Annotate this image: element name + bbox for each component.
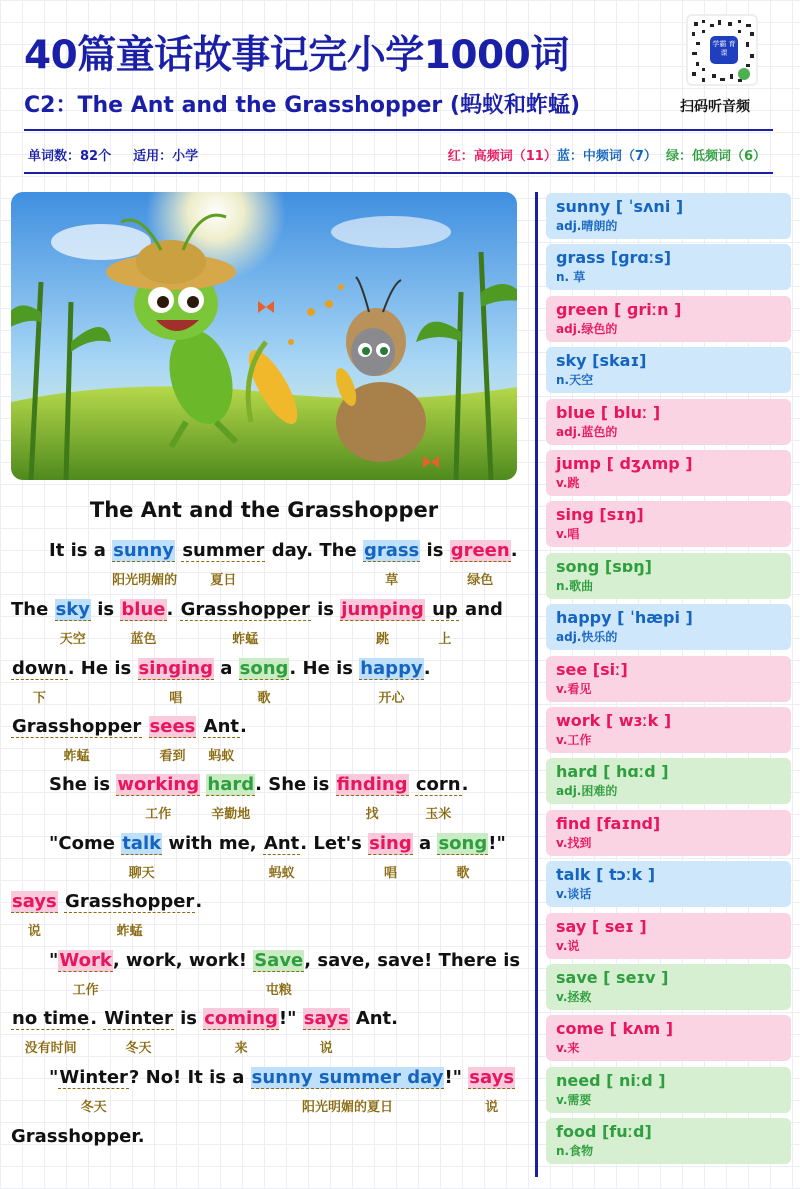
story-text-segment: with me, [162,833,263,854]
story-word [415,774,462,822]
word-gloss: 说 [319,1041,333,1056]
word-gloss: 跳 [376,632,390,647]
vocab-card[interactable] [546,244,791,290]
vocab-card[interactable] [546,656,791,702]
story-word [121,833,162,881]
word-gloss: 找 [365,807,379,822]
legend-blue: 蓝：中频词（7） [556,149,657,164]
story-word [180,599,311,647]
word-gloss: 说 [485,1100,499,1115]
word-gloss: 辛勤地 [211,807,251,822]
word-gloss: 没有时间 [24,1041,77,1056]
story-line [11,658,431,706]
vocab-meaning: v.谈话 [556,887,592,902]
vocab-card[interactable] [546,861,791,907]
story-illustration [11,192,517,480]
vocab-card[interactable] [546,810,791,856]
story-text-segment: She is [49,774,117,795]
story-line [11,774,469,822]
story-line [11,716,247,764]
vocab-card[interactable] [546,1118,791,1164]
vocab-meaning: v.说 [556,938,580,953]
vocab-word: sing [sɪŋ] [556,505,644,525]
story-word [11,658,68,706]
word-text: happy [360,658,423,679]
word-gloss: 天空 [59,632,86,647]
word-text: grass [363,540,420,561]
vocab-meaning: v.来 [556,1041,580,1056]
story-word [431,599,459,647]
story-word [58,1067,129,1115]
word-gloss: 蚂蚁 [268,866,295,881]
story-word [253,950,304,998]
word-text: talk [122,833,162,854]
vocab-card[interactable] [546,604,791,650]
story-line [11,833,506,881]
story-line [11,1126,145,1150]
story-word [58,950,112,998]
word-text: hard [207,774,255,795]
story-line [11,950,521,998]
story-text-segment: !" [444,1067,469,1088]
word-gloss: 来 [234,1041,248,1056]
page-subtitle: C2：The Ant and the Grasshopper (蚂蚁和蚱蜢) [24,93,580,118]
word-gloss: 蚱蜢 [63,749,90,764]
vocab-word: talk [ tɔːk ] [556,865,656,885]
vocab-word: say [ seɪ ] [556,916,647,936]
vocab-word: see [siː] [556,659,628,679]
qr-logo: 学霸 育课 [710,36,738,64]
word-text: no time [12,1008,90,1029]
vocab-meaning: n.食物 [556,1144,594,1159]
vocab-word: save [ seɪv ] [556,968,669,987]
word-gloss: 歌 [456,866,470,881]
header-rule-top [24,129,773,131]
story-word [363,540,420,588]
story-word [181,540,265,588]
word-text: Winter [59,1067,128,1088]
qr-label: 扫码听音频 [680,99,750,115]
legend-red: 红：高频词（11） [447,149,557,164]
vocab-meaning: v.找到 [556,835,592,850]
story-word [11,891,58,939]
word-text: green [450,540,510,561]
vocab-card[interactable] [546,501,791,547]
vocab-card[interactable] [546,450,791,496]
story-word [450,540,511,588]
story-line [11,891,203,939]
word-gloss: 阳光明媚的夏日 [302,1100,394,1115]
word-text: jumping [341,599,424,620]
vocab-word: work [ wɜːk ] [556,711,672,730]
vocab-meaning: adj.绿色的 [556,321,618,336]
vocab-meaning: n.天空 [556,373,594,388]
page-title: 40篇童话故事记完小学1000词 [24,33,569,78]
word-text: corn [415,774,461,795]
story-text-segment: . Let's [300,833,369,854]
word-gloss: 夏日 [210,573,237,588]
word-gloss: 蓝色 [130,632,157,647]
story-word [263,833,300,881]
vocab-meaning: v.跳 [556,476,580,490]
word-text: says [469,1067,515,1088]
legend-green: 绿：低频词（6） [665,149,766,164]
vocab-meaning: v.需要 [556,1092,592,1107]
qr-code-icon[interactable] [686,14,758,86]
vocab-card[interactable] [546,347,791,393]
word-gloss: 上 [438,632,452,647]
story-text-segment: . He is [289,658,360,679]
word-text: Grasshopper [180,599,310,620]
word-gloss: 开心 [378,691,405,706]
story-word [336,774,409,822]
word-gloss: 工作 [145,807,172,822]
story-text-segment: . [195,891,203,912]
story-line [11,1067,515,1115]
vocab-word: grass [ɡrɑːs] [556,248,672,268]
vocab-word: happy [ ˈhæpi ] [556,608,693,628]
story-word [11,716,142,764]
story-text-segment: is [173,1008,204,1029]
vocab-word: green [ ɡriːn ] [556,299,682,319]
word-info [28,145,220,164]
word-gloss: 看到 [159,749,186,764]
word-text: song [438,833,488,854]
vocab-card[interactable] [546,758,791,804]
word-gloss: 工作 [72,983,99,998]
vocab-meaning: v.工作 [556,733,592,747]
word-gloss: 说 [27,924,41,939]
vocab-card[interactable] [546,553,791,599]
story-line [11,1008,399,1056]
word-text: up [432,599,458,620]
vocab-card[interactable] [546,1067,791,1113]
word-text: says [303,1008,349,1029]
word-text: Grasshopper [65,891,195,912]
story-word [11,1008,90,1056]
word-count: 单词数：82个 [28,149,112,164]
story-text-segment: Ant. [349,1008,399,1029]
story-text-segment: . [166,599,180,620]
word-gloss: 阳光明媚的 [112,573,178,588]
word-text: song [239,658,289,679]
story-text-segment: . She is [255,774,336,795]
story-text-segment: ? No! It is a [128,1067,251,1088]
vocab-word: hard [ hɑːd ] [556,762,669,782]
story-word [303,1008,350,1056]
vocab-meaning: adj.晴朗的 [556,219,618,233]
story-text-segment: a [213,658,239,679]
story-word [468,1067,515,1115]
story-word [340,599,425,647]
story-line [11,599,503,647]
word-text: sees [149,716,196,737]
story-text-segment: is [310,599,341,620]
word-text: sunny summer day [251,1067,444,1088]
column-divider [535,192,538,1177]
vocab-card[interactable] [546,193,791,239]
vocab-meaning: adj.困难的 [556,784,618,799]
story-word [55,599,91,647]
story-text-segment: . [90,1008,104,1029]
story-text-segment: " [49,1067,59,1088]
story-text-segment: It is a [49,540,113,561]
story-text-segment: . [510,540,518,561]
word-gloss: 玉米 [425,807,452,822]
story-word [251,1067,445,1115]
story-text-segment: and [458,599,503,620]
word-text: Save [254,950,304,971]
story-text-segment: is [420,540,450,561]
vocab-card[interactable] [546,707,791,753]
vocab-word: find [faɪnd] [556,813,661,833]
word-text: working [117,774,200,795]
word-gloss: 冬天 [125,1041,152,1056]
vocab-word: sunny [ ˈsʌni ] [556,197,684,216]
word-gloss: 绿色 [467,573,494,588]
story-word [112,540,178,588]
story-word [116,774,200,822]
vocab-card[interactable] [546,913,791,959]
vocab-card[interactable] [546,964,791,1010]
word-text: blue [121,599,166,620]
word-gloss: 草 [385,573,399,588]
word-gloss: 冬天 [80,1100,107,1115]
word-text: singing [138,658,213,679]
story-word [149,716,197,764]
word-gloss: 聊天 [128,866,155,881]
suitable-level: 适用：小学 [133,149,199,164]
word-gloss: 蚱蜢 [116,924,143,939]
word-gloss: 屯粮 [265,983,292,998]
story-word [203,716,240,764]
word-text: sky [55,599,90,620]
vocab-word: food [fuːd] [556,1122,652,1142]
story-text-segment: . He is [67,658,138,679]
word-text: says [12,891,57,912]
word-text: Ant [263,833,300,854]
story-text-segment: . [423,658,431,679]
word-text: down [12,658,67,679]
vocab-word: need [ niːd ] [556,1070,666,1090]
vocab-word: blue [ bluː ] [556,402,661,422]
story-line [11,540,518,588]
story-text-segment: is [91,599,121,620]
vocab-meaning: adj.快乐的 [556,630,618,645]
story-text-segment: " [49,950,59,971]
story-word [368,833,413,881]
vocab-meaning: v.拯救 [556,990,592,1004]
word-text: sing [369,833,412,854]
color-legend [448,145,766,164]
vocab-card[interactable] [546,296,791,342]
word-gloss: 唱 [169,691,183,706]
word-text: Work [59,950,112,971]
story-word [437,833,488,881]
story-word [64,891,195,939]
word-text: Grasshopper [12,716,142,737]
story-title: The Ant and the Grasshopper [89,498,439,522]
word-text: coming [204,1008,278,1029]
vocab-meaning: adj.蓝色的 [556,424,618,439]
story-text-segment: !" [278,1008,303,1029]
story-text-segment: a [412,833,438,854]
story-word [359,658,423,706]
vocab-meaning: n. 草 [556,270,586,285]
word-gloss: 歌 [257,691,271,706]
word-text: sunny [113,540,175,561]
story-text-segment: . [461,774,469,795]
story-text-segment: day. The [265,540,363,561]
story-text-segment: The [11,599,55,620]
word-text: Ant [203,716,240,737]
word-gloss: 下 [32,691,46,706]
word-gloss: 唱 [383,866,397,881]
story-word [239,658,290,706]
story-word [203,1008,279,1056]
header-rule-bottom [24,172,773,174]
story-text-segment: , save, save! There is [304,950,521,971]
story-word [206,774,255,822]
word-gloss: 蚂蚁 [208,749,235,764]
word-text: Winter [104,1008,173,1029]
vocab-word: come [ kʌm ] [556,1019,674,1039]
story-text-segment: "Come [49,833,122,854]
vocab-meaning: v.唱 [556,527,580,542]
story-word [138,658,214,706]
story-text-segment: !" [488,833,506,854]
story-text-segment: Grasshopper. [11,1126,145,1147]
vocab-word: song [sɒŋ] [556,556,652,576]
story-text-segment: , work, work! [112,950,254,971]
vocab-word: sky [skaɪ] [556,351,647,371]
word-gloss: 蚱蜢 [232,632,259,647]
vocab-meaning: n.歌曲 [556,578,594,593]
vocab-card[interactable] [546,399,791,445]
vocab-card[interactable] [546,1015,791,1061]
word-text: summer [182,540,265,561]
vocab-word: jump [ dʒʌmp ] [556,454,693,473]
story-word [103,1008,174,1056]
story-text-segment: . [240,716,247,737]
word-text: finding [336,774,408,795]
story-word [120,599,166,647]
vocab-meaning: v.看见 [556,681,592,696]
